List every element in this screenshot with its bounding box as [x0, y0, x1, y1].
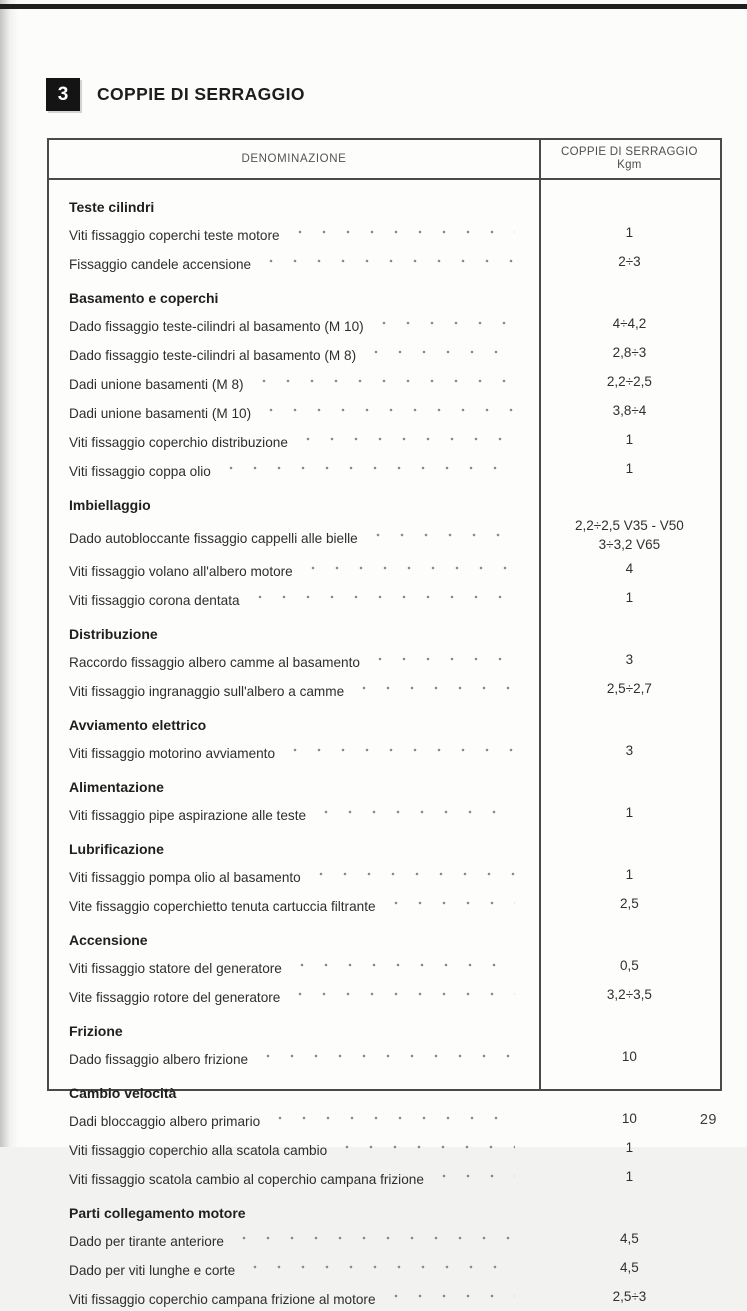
section-title: Cambio velocità	[69, 1085, 177, 1101]
torque-value-line: 4,5	[620, 1230, 639, 1246]
table-row	[49, 860, 720, 889]
row-torque-value	[539, 558, 720, 580]
column-header-coppie	[539, 140, 720, 178]
section-title: Distribuzione	[69, 626, 158, 642]
row-label-cell	[49, 425, 539, 454]
table-section	[49, 1202, 720, 1311]
row-label-cell	[49, 736, 539, 765]
dot-leader	[296, 425, 515, 447]
table-section	[49, 929, 720, 1009]
row-torque-value	[539, 1046, 720, 1068]
table-section	[49, 196, 720, 276]
row-label-cell	[49, 554, 539, 583]
row-label-cell	[49, 1042, 539, 1071]
row-torque-value	[539, 984, 720, 1006]
row-torque-value	[539, 1137, 720, 1159]
row-torque-value	[539, 342, 720, 364]
row-torque-value	[539, 587, 720, 609]
dot-leader	[384, 1282, 515, 1304]
torque-value-line: 3÷3,2 V65	[598, 537, 661, 552]
torque-value-line: 1	[625, 804, 634, 820]
torque-value-line: 1	[625, 1168, 634, 1184]
table-section	[49, 838, 720, 918]
table-row	[49, 454, 720, 483]
row-label-cell	[49, 521, 539, 550]
torque-value-line: 2,8÷3	[612, 344, 647, 360]
dot-leader	[309, 860, 515, 882]
row-label: Dadi unione basamenti (M 10)	[69, 406, 252, 421]
row-label: Vite fissaggio rotore del generatore	[69, 990, 281, 1005]
row-label: Viti fissaggio coperchio campana frizione al motore	[69, 1292, 376, 1307]
table-row	[49, 396, 720, 425]
torque-value-line: 2,2÷2,5 V35 - V50	[575, 518, 684, 533]
table-section	[49, 1082, 720, 1191]
torque-value-line: 1	[625, 589, 634, 605]
dot-leader	[248, 583, 515, 605]
table-section	[49, 494, 720, 612]
row-label: Dado fissaggio albero frizione	[69, 1052, 249, 1067]
torque-value-line: 1	[625, 431, 634, 447]
row-label-cell	[49, 951, 539, 980]
row-label: Dado fissaggio teste-cilindri al basamento (M 10)	[69, 319, 364, 334]
section-title: Avviamento elettrico	[69, 717, 207, 733]
row-torque-value	[539, 649, 720, 671]
dot-leader	[314, 798, 515, 820]
torque-value-line: 1	[625, 224, 634, 240]
row-label-cell	[49, 674, 539, 703]
row-label: Viti fissaggio coppa olio	[69, 464, 211, 479]
row-label: Viti fissaggio coperchio alla scatola cambio	[69, 1143, 328, 1158]
table-section	[49, 623, 720, 703]
torque-value-line: 1	[625, 866, 634, 882]
row-label: Dado per tirante anteriore	[69, 1234, 224, 1249]
table-row	[49, 309, 720, 338]
row-label-cell	[49, 980, 539, 1009]
torque-value-line: 2,5÷3	[612, 1288, 647, 1304]
row-label: Viti fissaggio motorino avviamento	[69, 746, 276, 761]
row-label: Fissaggio candele accensione	[69, 257, 252, 272]
row-torque-value	[539, 400, 720, 422]
dot-leader	[290, 951, 515, 973]
row-label-cell	[49, 367, 539, 396]
torque-value-line: 2,5÷2,7	[606, 680, 652, 696]
row-torque-value	[539, 802, 720, 824]
row-label-cell	[49, 798, 539, 827]
column-header-coppie-line1: COPPIE DI SERRAGGIO	[561, 146, 698, 158]
dot-leader	[283, 736, 515, 758]
row-label: Viti fissaggio pompa olio al basamento	[69, 870, 301, 885]
table-row	[49, 736, 720, 765]
row-torque-value	[539, 313, 720, 335]
dot-leader	[243, 1253, 515, 1275]
row-label: Viti fissaggio scatola cambio al coperchio campana frizione	[69, 1172, 424, 1187]
row-label: Viti fissaggio statore del generatore	[69, 961, 282, 976]
section-title: Alimentazione	[69, 779, 164, 795]
row-label: Viti fissaggio coperchi teste motore	[69, 228, 280, 243]
dot-leader	[219, 454, 515, 476]
row-label-cell	[49, 860, 539, 889]
row-label: Viti fissaggio ingranaggio sull'albero a camme	[69, 684, 345, 699]
row-label-cell	[49, 247, 539, 276]
table-row	[49, 367, 720, 396]
dot-leader	[268, 1104, 515, 1126]
row-label-cell	[49, 1282, 539, 1311]
dot-leader	[364, 338, 515, 360]
row-label: Viti fissaggio pipe aspirazione alle teste	[69, 808, 307, 823]
row-label: Raccordo fissaggio albero camme al basamento	[69, 655, 360, 670]
row-label-cell	[49, 889, 539, 918]
row-label-cell	[49, 1133, 539, 1162]
torque-value-line: 1	[625, 1139, 634, 1155]
dot-leader	[335, 1133, 515, 1155]
row-torque-value	[539, 458, 720, 480]
row-label: Vite fissaggio coperchietto tenuta cartuccia filtrante	[69, 899, 376, 914]
row-label-cell	[49, 583, 539, 612]
row-label-cell	[49, 396, 539, 425]
row-torque-value	[539, 429, 720, 451]
section-number-box	[46, 78, 80, 111]
row-torque-value	[539, 955, 720, 977]
row-label-cell	[49, 1104, 539, 1133]
torque-value-line: 2÷3	[618, 253, 641, 269]
row-label: Dado autobloccante fissaggio cappelli alle bielle	[69, 530, 358, 546]
table-row	[49, 218, 720, 247]
table-row	[49, 674, 720, 703]
dot-leader	[288, 980, 514, 1002]
table-row	[49, 1133, 720, 1162]
row-label-cell	[49, 1224, 539, 1253]
row-torque-value	[539, 251, 720, 273]
page-title: COPPIE DI SERRAGGIO	[97, 84, 305, 104]
dot-leader	[432, 1162, 515, 1184]
torque-value-line: 4,5	[620, 1259, 639, 1275]
torque-value-line: 4	[625, 560, 634, 576]
section-title: Basamento e coperchi	[69, 290, 219, 306]
row-torque-value	[539, 516, 720, 554]
row-torque-value	[539, 893, 720, 915]
table-row	[49, 645, 720, 674]
section-title: Teste cilindri	[69, 199, 155, 215]
dot-leader	[384, 889, 515, 911]
row-torque-value	[539, 1108, 720, 1130]
row-label: Viti fissaggio volano all'albero motore	[69, 564, 293, 579]
page-number: 29	[699, 1112, 717, 1128]
table-section	[49, 776, 720, 827]
dot-leader	[366, 521, 515, 543]
table-row	[49, 516, 720, 554]
torque-value-line: 3,2÷3,5	[606, 986, 652, 1002]
row-label-cell	[49, 645, 539, 674]
table-row	[49, 425, 720, 454]
row-label: Dadi unione basamenti (M 8)	[69, 377, 244, 392]
section-header	[46, 78, 305, 111]
dot-leader	[352, 674, 515, 696]
section-title: Parti collegamento motore	[69, 1205, 246, 1221]
column-divider	[539, 140, 541, 1089]
row-label-cell	[49, 1253, 539, 1282]
table-row	[49, 798, 720, 827]
table-row	[49, 247, 720, 276]
row-label: Dado fissaggio teste-cilindri al basamento (M 8)	[69, 348, 357, 363]
table-section	[49, 714, 720, 765]
table-row	[49, 1224, 720, 1253]
table-row	[49, 980, 720, 1009]
dot-leader	[372, 309, 515, 331]
dot-leader	[259, 247, 515, 269]
row-label-cell	[49, 338, 539, 367]
table-row	[49, 951, 720, 980]
row-torque-value	[539, 371, 720, 393]
table-row	[49, 1253, 720, 1282]
dot-leader	[252, 367, 515, 389]
row-label-cell	[49, 1162, 539, 1191]
dot-leader	[288, 218, 515, 240]
torque-value-line: 0,5	[620, 957, 639, 973]
table-body	[49, 180, 720, 1311]
row-torque-value	[539, 1166, 720, 1188]
table-row	[49, 1042, 720, 1071]
table-row	[49, 338, 720, 367]
torque-value-line: 1	[625, 460, 634, 476]
section-title: Accensione	[69, 932, 148, 948]
torque-value-line: 10	[621, 1110, 637, 1126]
torque-value-line: 2,2÷2,5	[606, 373, 652, 389]
table-row	[49, 583, 720, 612]
row-label: Dado per viti lunghe e corte	[69, 1263, 236, 1278]
torque-value-line: 4÷4,2	[612, 315, 647, 331]
section-title: Frizione	[69, 1023, 123, 1039]
column-header-coppie-unit: Kgm	[617, 159, 642, 171]
table-section	[49, 287, 720, 483]
row-torque-value	[539, 1286, 720, 1308]
row-label-cell	[49, 309, 539, 338]
row-label: Dadi bloccaggio albero primario	[69, 1114, 261, 1129]
table-row	[49, 554, 720, 583]
torque-value-line: 3	[625, 742, 634, 758]
row-label: Viti fissaggio corona dentata	[69, 593, 240, 608]
row-torque-value	[539, 1228, 720, 1250]
section-title: Imbiellaggio	[69, 497, 151, 513]
dot-leader	[256, 1042, 515, 1064]
row-label: Viti fissaggio coperchio distribuzione	[69, 435, 288, 450]
row-torque-value	[539, 864, 720, 886]
section-title: Lubrificazione	[69, 841, 164, 857]
column-header-denominazione: DENOMINAZIONE	[241, 153, 347, 165]
row-torque-value	[539, 1257, 720, 1279]
row-torque-value	[539, 740, 720, 762]
dot-leader	[368, 645, 515, 667]
table-row	[49, 889, 720, 918]
row-torque-value	[539, 678, 720, 700]
section-number: 3	[57, 83, 69, 105]
page-top-edge	[0, 4, 747, 9]
table-section	[49, 1020, 720, 1071]
dot-leader	[232, 1224, 515, 1246]
torque-value-line: 3	[625, 651, 634, 667]
row-label-cell	[49, 454, 539, 483]
table-row	[49, 1104, 720, 1133]
torque-value-line: 3,8÷4	[612, 402, 647, 418]
table-row	[49, 1282, 720, 1311]
torque-value-line: 2,5	[620, 895, 639, 911]
row-label-cell	[49, 218, 539, 247]
dot-leader	[301, 554, 515, 576]
table-row	[49, 1162, 720, 1191]
row-torque-value	[539, 222, 720, 244]
table-header-row	[49, 140, 720, 180]
dot-leader	[259, 396, 515, 418]
torque-value-line: 10	[621, 1048, 637, 1064]
